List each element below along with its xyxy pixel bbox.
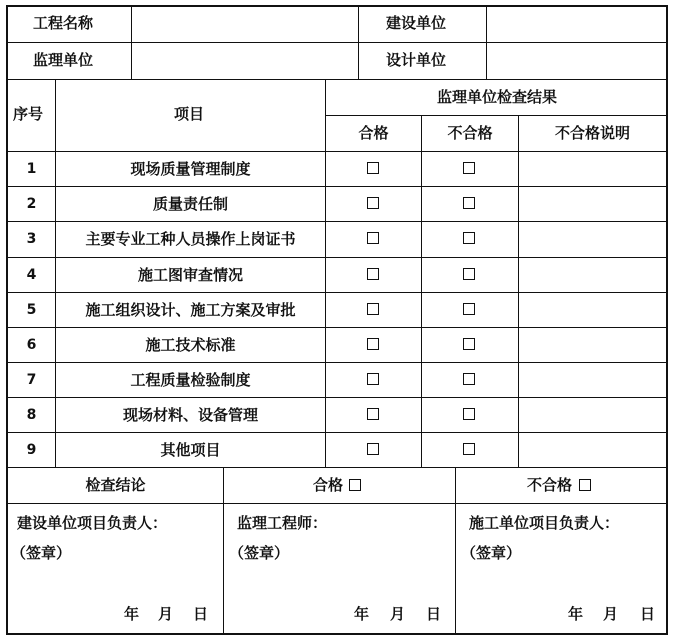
contractor-manager-label: 施工单位项目负责人： bbox=[469, 514, 620, 532]
row-item-label: 现场材料、设备管理 bbox=[122, 406, 258, 424]
fail-checkbox[interactable] bbox=[463, 408, 475, 420]
col-pass-header: 合格 bbox=[358, 124, 389, 142]
contractor-seal-label: （签章） bbox=[461, 544, 522, 562]
fail-checkbox[interactable] bbox=[463, 162, 475, 174]
pass-checkbox[interactable] bbox=[367, 197, 379, 209]
construction-manager-label: 建设单位项目负责人： bbox=[17, 514, 168, 532]
construction-unit-label: 建设单位 bbox=[386, 14, 447, 32]
pass-checkbox[interactable] bbox=[367, 303, 379, 315]
conclusion-pass-checkbox[interactable] bbox=[349, 479, 361, 491]
row-item-label: 工程质量检验制度 bbox=[130, 371, 251, 389]
row-number: 4 bbox=[26, 267, 37, 283]
row-number: 5 bbox=[26, 302, 37, 318]
col-seq-header: 序号 bbox=[13, 105, 44, 123]
supervisor-seal-label: （签章） bbox=[229, 544, 290, 562]
supervisor-date-year: 年 bbox=[354, 605, 370, 623]
pass-checkbox[interactable] bbox=[367, 232, 379, 244]
construction-seal-label: （签章） bbox=[11, 544, 72, 562]
row-number: 7 bbox=[26, 372, 37, 388]
row-item-label: 现场质量管理制度 bbox=[130, 160, 251, 178]
fail-checkbox[interactable] bbox=[463, 197, 475, 209]
contractor-date-year: 年 bbox=[568, 605, 584, 623]
row-item-label: 质量责任制 bbox=[152, 195, 228, 213]
pass-checkbox[interactable] bbox=[367, 373, 379, 385]
pass-checkbox[interactable] bbox=[367, 338, 379, 350]
contractor-date-day: 日 bbox=[640, 605, 656, 623]
construction-date-month: 月 bbox=[158, 605, 174, 623]
row-number: 9 bbox=[26, 442, 37, 458]
row-item-label: 主要专业工种人员操作上岗证书 bbox=[85, 230, 296, 248]
conclusion-fail-checkbox[interactable] bbox=[579, 479, 591, 491]
design-unit-label: 设计单位 bbox=[386, 51, 447, 69]
conclusion-label: 检查结论 bbox=[85, 476, 146, 494]
construction-date-day: 日 bbox=[193, 605, 209, 623]
project-name-label: 工程名称 bbox=[33, 14, 94, 32]
col-result-group-header: 监理单位检查结果 bbox=[436, 88, 557, 106]
contractor-date-month: 月 bbox=[603, 605, 619, 623]
fail-checkbox[interactable] bbox=[463, 232, 475, 244]
fail-checkbox[interactable] bbox=[463, 303, 475, 315]
pass-checkbox[interactable] bbox=[367, 443, 379, 455]
supervisor-date-month: 月 bbox=[390, 605, 406, 623]
row-number: 6 bbox=[26, 337, 37, 353]
supervisor-date-day: 日 bbox=[426, 605, 442, 623]
pass-checkbox[interactable] bbox=[367, 408, 379, 420]
fail-checkbox[interactable] bbox=[463, 338, 475, 350]
row-number: 3 bbox=[26, 231, 37, 247]
row-item-label: 施工技术标准 bbox=[145, 336, 236, 354]
col-fail-header: 不合格 bbox=[447, 124, 493, 142]
construction-date-year: 年 bbox=[124, 605, 140, 623]
conclusion-fail-label: 不合格 bbox=[527, 476, 573, 494]
fail-checkbox[interactable] bbox=[463, 373, 475, 385]
supervisor-engineer-label: 监理工程师： bbox=[237, 514, 328, 532]
row-number: 8 bbox=[26, 407, 37, 423]
pass-checkbox[interactable] bbox=[367, 268, 379, 280]
row-number: 2 bbox=[26, 196, 37, 212]
row-item-label: 其他项目 bbox=[160, 441, 221, 459]
row-number: 1 bbox=[26, 161, 37, 177]
supervision-unit-label: 监理单位 bbox=[33, 51, 94, 69]
pass-checkbox[interactable] bbox=[367, 162, 379, 174]
row-item-label: 施工组织设计、施工方案及审批 bbox=[85, 301, 296, 319]
conclusion-pass-label: 合格 bbox=[313, 476, 344, 494]
fail-checkbox[interactable] bbox=[463, 443, 475, 455]
row-item-label: 施工图审查情况 bbox=[137, 266, 243, 284]
fail-checkbox[interactable] bbox=[463, 268, 475, 280]
col-fail-note-header: 不合格说明 bbox=[554, 124, 630, 142]
col-item-header: 项目 bbox=[174, 105, 205, 123]
